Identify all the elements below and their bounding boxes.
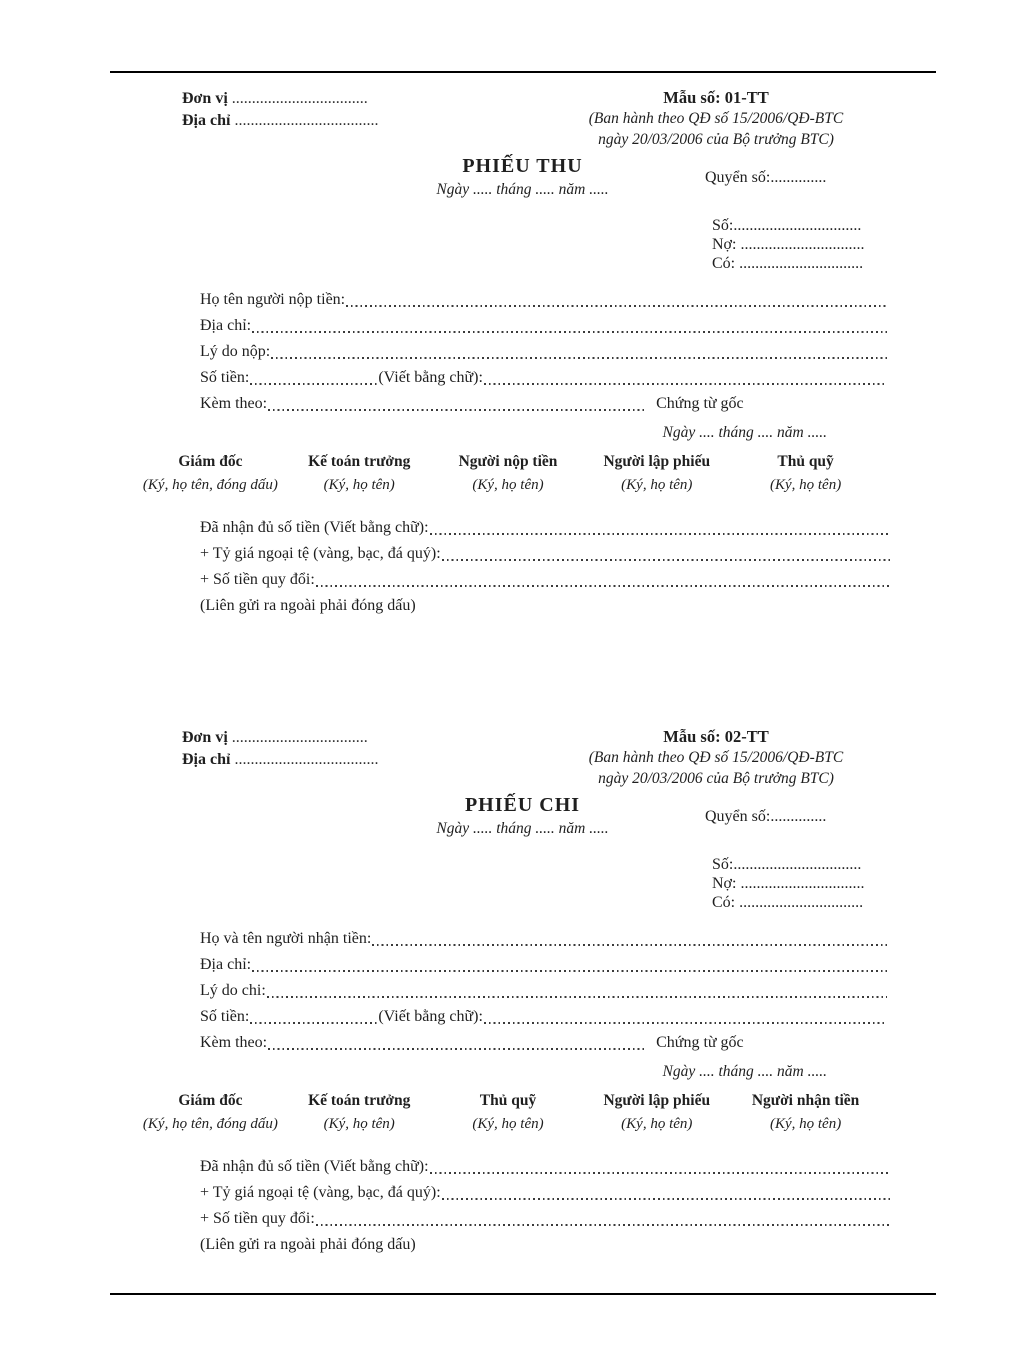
address-field-label: Địa chỉ: bbox=[200, 317, 252, 334]
signer-title: Giám đốc bbox=[178, 1092, 243, 1109]
signer-chief-accountant bbox=[285, 1091, 434, 1134]
dotted-fill bbox=[442, 1198, 891, 1200]
signer-note: (Ký, họ tên) bbox=[621, 477, 693, 493]
dotted-fill bbox=[250, 383, 378, 385]
signer-note: (Ký, họ tên) bbox=[323, 477, 395, 493]
unit-label: Đơn vị bbox=[182, 90, 228, 107]
signer-title: Người lập phiếu bbox=[603, 453, 711, 470]
stamp-note: (Liên gửi ra ngoài phải đóng dấu) bbox=[200, 597, 416, 614]
attached-label: Kèm theo: bbox=[200, 1034, 268, 1051]
dotted-fill bbox=[430, 1172, 891, 1174]
signature-date-line: Ngày .... tháng .... năm ..... bbox=[662, 1063, 827, 1080]
issuance-note-line1: (Ban hành theo QĐ số 15/2006/QĐ-BTC bbox=[588, 749, 844, 766]
address-dotted-line: .................................... bbox=[234, 751, 379, 768]
credit-account-line: Có: ............................... bbox=[712, 894, 864, 911]
exchange-rate-label: + Tỷ giá ngoại tệ (vàng, bạc, đá quý): bbox=[200, 545, 441, 562]
dotted-fill bbox=[372, 944, 887, 946]
form-header bbox=[110, 727, 935, 789]
signer-title: Thủ quỹ bbox=[479, 1092, 537, 1109]
reason-label: Lý do nộp: bbox=[200, 343, 271, 360]
signer-cashier bbox=[434, 1091, 583, 1134]
signer-note: (Ký, họ tên) bbox=[769, 477, 842, 493]
received-amount-row bbox=[200, 515, 891, 541]
signer-note: (Ký, họ tên, đóng dấu) bbox=[142, 1116, 278, 1132]
address-label: Địa chỉ bbox=[182, 751, 231, 768]
attached-label: Kèm theo: bbox=[200, 395, 268, 412]
form-date-line: Ngày ..... tháng ..... năm ..... bbox=[436, 181, 609, 198]
signer-director bbox=[136, 452, 285, 495]
receipt-voucher-form bbox=[110, 88, 935, 619]
signer-title: Giám đốc bbox=[178, 453, 243, 470]
form-number-block bbox=[549, 727, 883, 789]
signature-row bbox=[136, 1091, 880, 1134]
account-block bbox=[712, 855, 935, 912]
field-lines bbox=[200, 287, 887, 417]
footer-lines bbox=[200, 515, 891, 619]
dotted-fill bbox=[316, 1224, 891, 1226]
signer-chief-accountant bbox=[285, 452, 434, 495]
stamp-note: (Liên gửi ra ngoài phải đóng dấu) bbox=[200, 1236, 416, 1253]
signer-note: (Ký, họ tên) bbox=[472, 477, 544, 493]
signer-preparer bbox=[582, 1091, 731, 1134]
dotted-fill bbox=[484, 383, 887, 385]
stamp-note-row bbox=[200, 1232, 891, 1258]
signer-preparer bbox=[582, 452, 731, 495]
title-row bbox=[110, 794, 935, 842]
payer-name-row bbox=[200, 287, 887, 313]
book-number: Quyển số:.............. bbox=[705, 169, 827, 186]
dotted-fill bbox=[252, 970, 887, 972]
unit-block bbox=[182, 727, 378, 771]
payment-voucher-form bbox=[110, 727, 935, 1258]
signature-date-line: Ngày .... tháng .... năm ..... bbox=[662, 424, 827, 441]
unit-dotted-line: .................................. bbox=[231, 90, 368, 107]
address-row bbox=[200, 952, 887, 978]
address-row bbox=[200, 313, 887, 339]
unit-line bbox=[182, 88, 378, 110]
payee-name-row bbox=[200, 926, 887, 952]
reason-label: Lý do chi: bbox=[200, 982, 266, 999]
book-number: Quyển số:.............. bbox=[705, 808, 827, 825]
signer-director bbox=[136, 1091, 285, 1134]
form-number: Mẫu số: 02-TT bbox=[663, 727, 769, 746]
amount-label: Số tiền: bbox=[200, 369, 250, 386]
signer-title: Kế toán trưởng bbox=[308, 1092, 411, 1109]
attached-suffix: Chứng từ gốc bbox=[656, 395, 744, 412]
form-number: Mẫu số: 01-TT bbox=[663, 88, 769, 107]
field-lines bbox=[200, 926, 887, 1056]
debit-account-line: Nợ: ............................... bbox=[712, 236, 865, 253]
reason-row bbox=[200, 339, 887, 365]
received-amount-label: Đã nhận đủ số tiền (Viết bằng chữ): bbox=[200, 519, 429, 536]
converted-amount-row bbox=[200, 1206, 891, 1232]
signer-title: Người lập phiếu bbox=[603, 1092, 711, 1109]
signer-cashier bbox=[731, 452, 880, 495]
signer-note: (Ký, họ tên, đóng dấu) bbox=[142, 477, 278, 493]
exchange-rate-row bbox=[200, 541, 891, 567]
address-line bbox=[182, 749, 378, 771]
signer-note: (Ký, họ tên) bbox=[621, 1116, 693, 1132]
exchange-rate-label: + Tỷ giá ngoại tệ (vàng, bạc, đá quý): bbox=[200, 1184, 441, 1201]
form-header bbox=[110, 88, 935, 150]
unit-block bbox=[182, 88, 378, 132]
signer-note: (Ký, họ tên) bbox=[769, 1116, 842, 1132]
form-number-block bbox=[549, 88, 883, 150]
converted-amount-row bbox=[200, 567, 891, 593]
amount-label: Số tiền: bbox=[200, 1008, 250, 1025]
stamp-note-row bbox=[200, 593, 891, 619]
amount-in-words-label: (Viết bằng chữ): bbox=[378, 1008, 483, 1025]
issuance-note-line2: ngày 20/03/2006 của Bộ trưởng BTC) bbox=[598, 131, 834, 148]
bottom-rule bbox=[110, 1293, 936, 1295]
signer-payer bbox=[434, 452, 583, 495]
dotted-fill bbox=[442, 559, 891, 561]
unit-dotted-line: .................................. bbox=[231, 729, 368, 746]
attached-row bbox=[200, 391, 887, 417]
amount-row bbox=[200, 1004, 887, 1030]
dotted-fill bbox=[271, 357, 887, 359]
dotted-fill bbox=[268, 409, 646, 411]
amount-in-words-label: (Viết bằng chữ): bbox=[378, 369, 483, 386]
exchange-rate-row bbox=[200, 1180, 891, 1206]
signer-payee bbox=[731, 1091, 880, 1134]
dotted-fill bbox=[430, 533, 891, 535]
received-amount-label: Đã nhận đủ số tiền (Viết bằng chữ): bbox=[200, 1158, 429, 1175]
address-label: Địa chỉ bbox=[182, 112, 231, 129]
dotted-fill bbox=[250, 1022, 378, 1024]
form-title: PHIẾU THU bbox=[462, 155, 583, 177]
signer-title: Thủ quỹ bbox=[777, 453, 834, 470]
dotted-fill bbox=[346, 305, 887, 307]
address-line bbox=[182, 110, 378, 132]
converted-amount-label: + Số tiền quy đổi: bbox=[200, 1210, 315, 1227]
reason-row bbox=[200, 978, 887, 1004]
top-rule bbox=[110, 71, 936, 73]
signer-title: Kế toán trưởng bbox=[308, 453, 411, 470]
address-field-label: Địa chỉ: bbox=[200, 956, 252, 973]
payer-name-label: Họ tên người nộp tiền: bbox=[200, 291, 346, 308]
converted-amount-label: + Số tiền quy đổi: bbox=[200, 571, 315, 588]
issuance-note-line1: (Ban hành theo QĐ số 15/2006/QĐ-BTC bbox=[588, 110, 844, 127]
footer-lines bbox=[200, 1154, 891, 1258]
account-block bbox=[712, 216, 935, 273]
dotted-fill bbox=[268, 1048, 646, 1050]
dotted-fill bbox=[267, 996, 887, 998]
received-amount-row bbox=[200, 1154, 891, 1180]
debit-account-line: Nợ: ............................... bbox=[712, 875, 865, 892]
signer-note: (Ký, họ tên) bbox=[323, 1116, 395, 1132]
address-dotted-line: .................................... bbox=[234, 112, 379, 129]
dotted-fill bbox=[252, 331, 887, 333]
issuance-note-line2: ngày 20/03/2006 của Bộ trưởng BTC) bbox=[598, 770, 834, 787]
form-title: PHIẾU CHI bbox=[464, 794, 581, 816]
signer-note: (Ký, họ tên) bbox=[472, 1116, 544, 1132]
amount-row bbox=[200, 365, 887, 391]
title-row bbox=[110, 155, 935, 203]
signer-title: Người nộp tiền bbox=[458, 453, 558, 470]
unit-label: Đơn vị bbox=[182, 729, 228, 746]
credit-account-line: Có: ............................... bbox=[712, 255, 864, 272]
attached-suffix: Chứng từ gốc bbox=[656, 1034, 744, 1051]
form-date-line: Ngày ..... tháng ..... năm ..... bbox=[436, 820, 609, 837]
dotted-fill bbox=[316, 585, 891, 587]
voucher-number-line: Số:................................ bbox=[712, 217, 862, 234]
dotted-fill bbox=[484, 1022, 887, 1024]
unit-line bbox=[182, 727, 378, 749]
attached-row bbox=[200, 1030, 887, 1056]
signer-title: Người nhận tiền bbox=[751, 1092, 860, 1109]
voucher-number-line: Số:................................ bbox=[712, 856, 862, 873]
signature-row bbox=[136, 452, 880, 495]
payee-name-label: Họ và tên người nhận tiền: bbox=[200, 930, 372, 947]
